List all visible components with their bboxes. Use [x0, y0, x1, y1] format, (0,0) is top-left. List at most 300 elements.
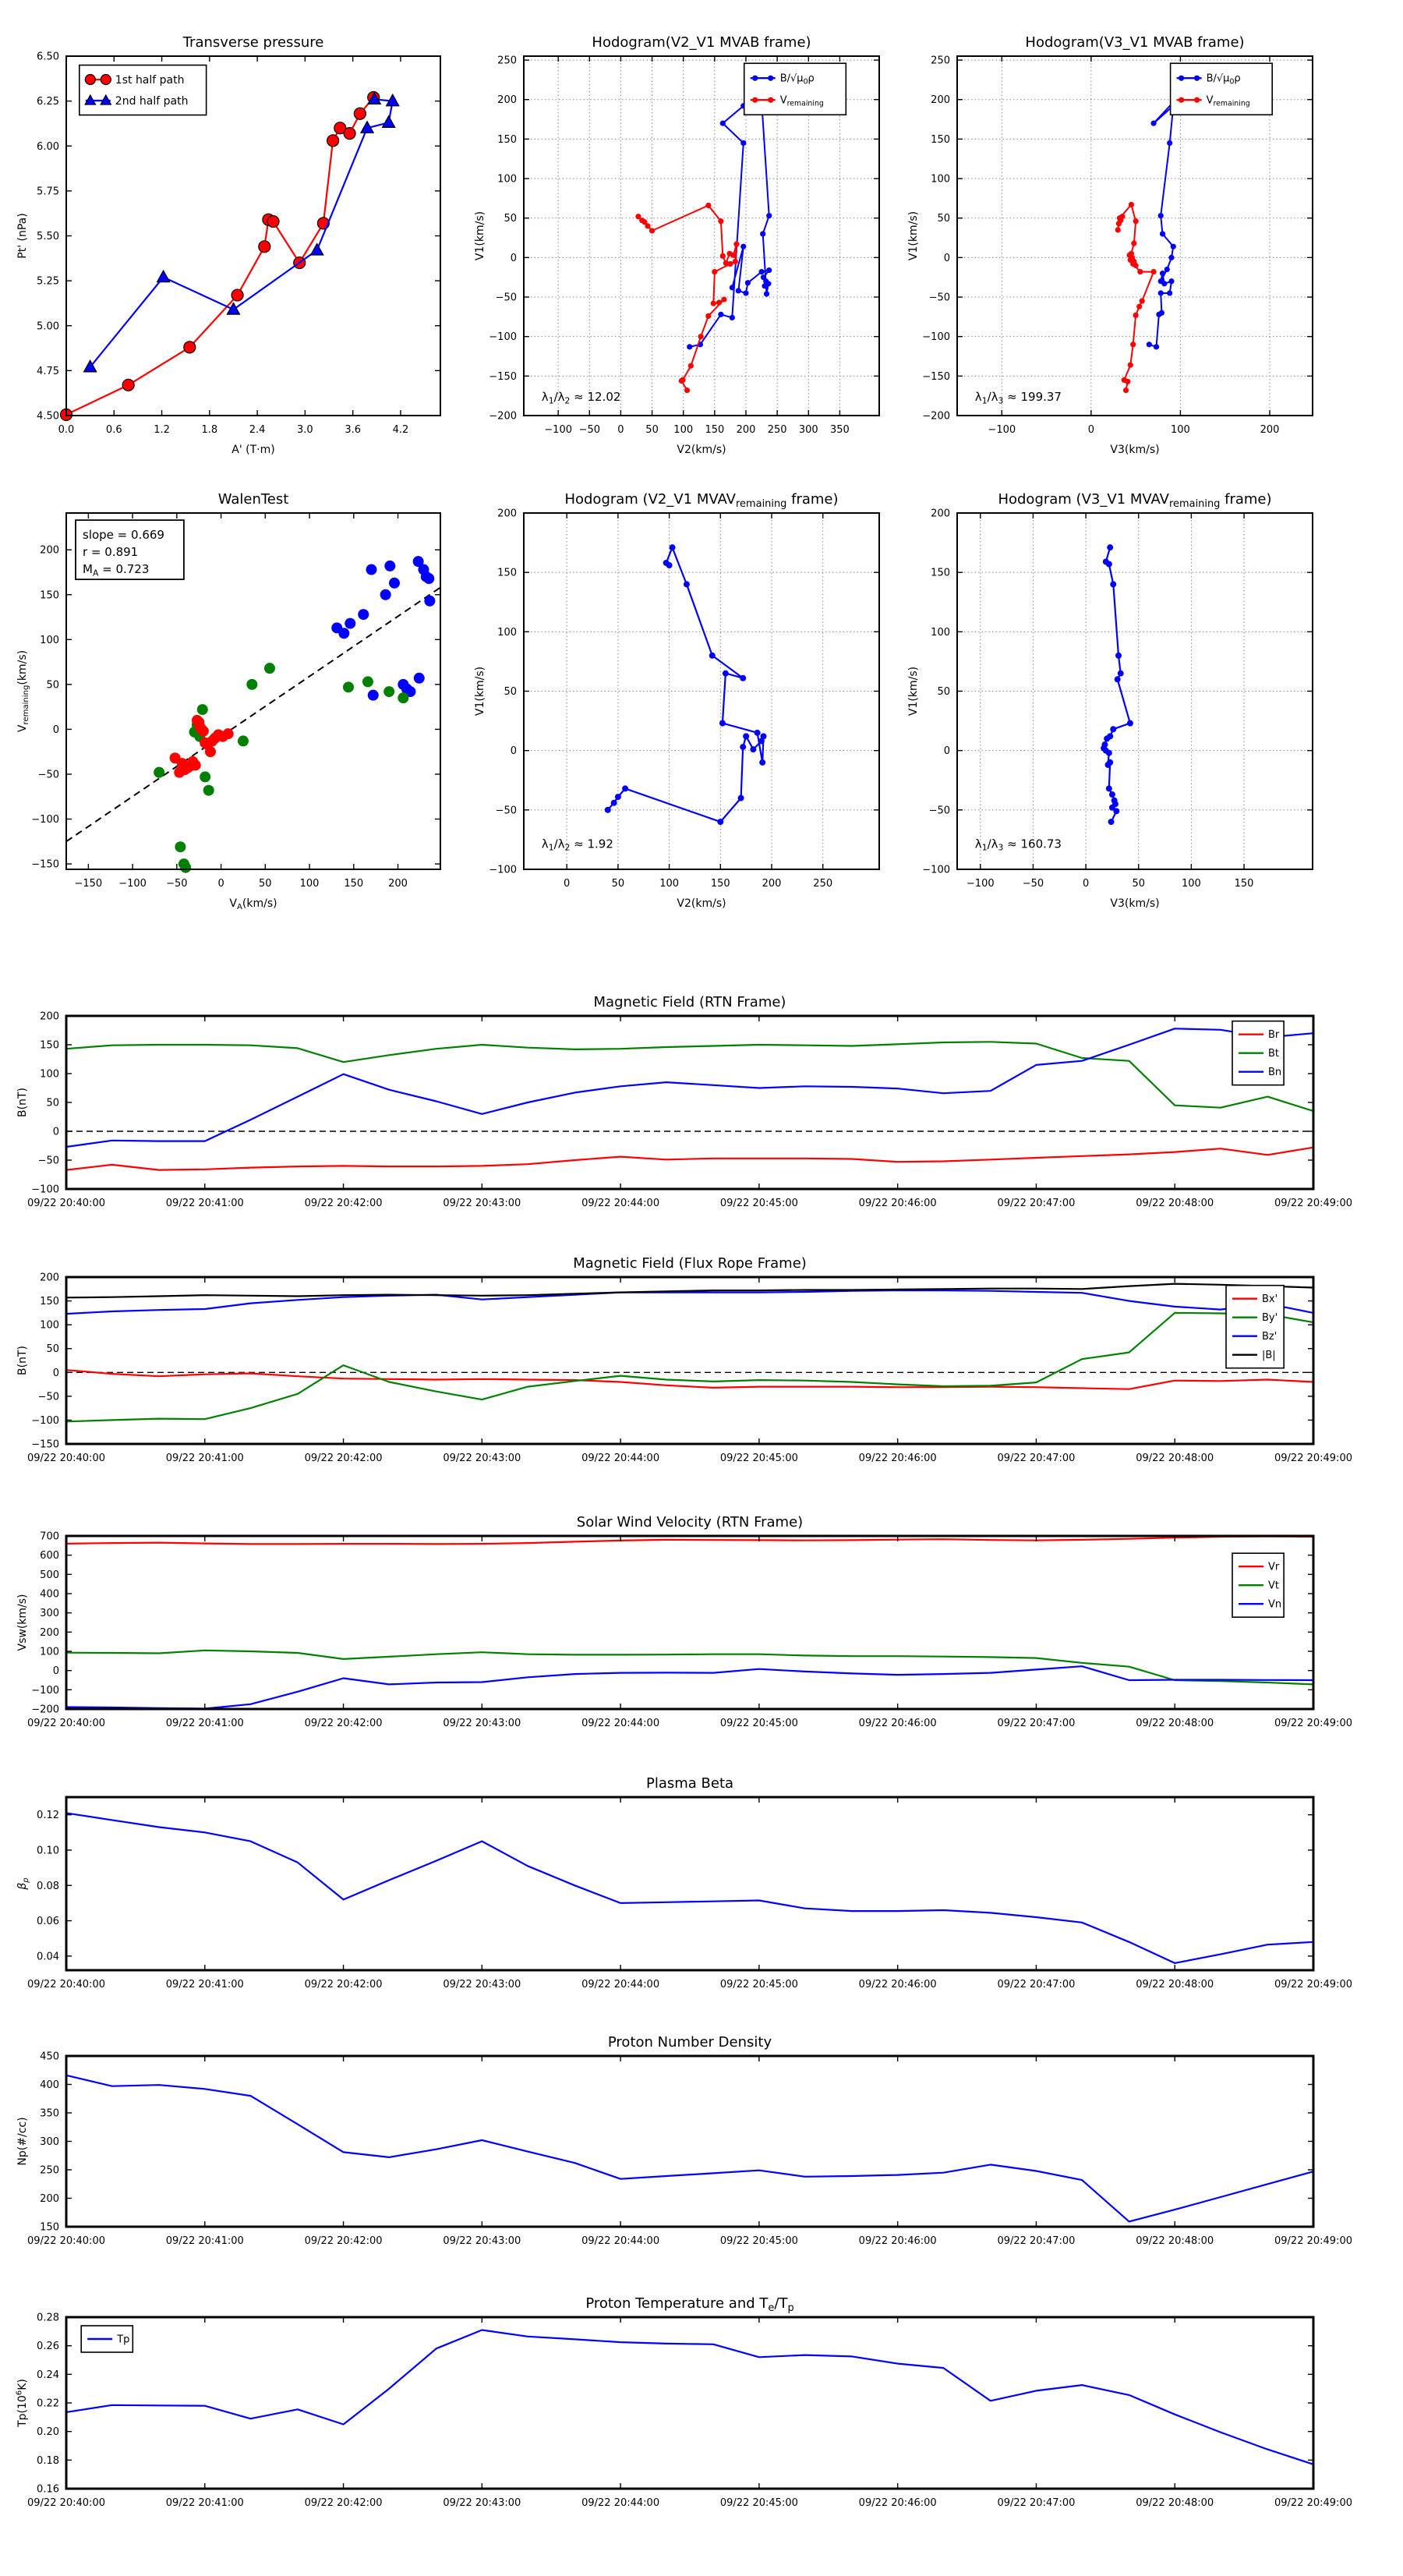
- x-tick-label: 09/22 20:42:00: [304, 2497, 383, 2509]
- axes-frame: [66, 1277, 1313, 1444]
- annotation-text: $\lambda_1/\lambda_2 \approx 1.92$: [541, 837, 613, 853]
- marker-dot: [1179, 76, 1184, 81]
- x-tick-label: 09/22 20:45:00: [719, 2497, 798, 2509]
- marker-dot: [745, 280, 751, 285]
- x-tick-label: 09/22 20:47:00: [997, 1718, 1076, 1729]
- marker-dot: [670, 544, 676, 550]
- series-line: [1104, 547, 1130, 822]
- panel-solar-wind-velocity: [16, 1514, 1352, 1729]
- series-line: [66, 588, 440, 842]
- marker-circle: [327, 135, 339, 147]
- x-tick-label: 09/22 20:42:00: [304, 1718, 383, 1729]
- marker-dot: [1137, 269, 1143, 274]
- x-tick-label: 09/22 20:42:00: [304, 1453, 383, 1464]
- marker-dot: [764, 291, 769, 296]
- marker-dot: [666, 562, 673, 568]
- marker-dot: [1194, 97, 1200, 103]
- marker-dot: [615, 794, 621, 800]
- series-line: [66, 94, 373, 415]
- x-tick-label: 3.0: [297, 424, 313, 436]
- marker-dot: [717, 819, 723, 825]
- series-bt: [66, 1042, 1313, 1111]
- panel-proton-temperature: [16, 2295, 1352, 2509]
- y-tick-label: 150: [40, 2221, 59, 2234]
- y-tick-label: −100: [31, 814, 59, 826]
- marker-dot: [611, 800, 617, 806]
- series-line: [66, 1148, 1313, 1170]
- panel-title: Hodogram (V2_V1 $MVAV_{remaining}$ frame): [564, 491, 839, 510]
- y-tick-label: 250: [40, 2164, 59, 2177]
- y-tick-label: 350: [40, 2107, 59, 2120]
- axes-frame: [66, 1797, 1313, 1970]
- marker-dot: [1158, 290, 1164, 295]
- y-tick-label: 100: [931, 626, 950, 639]
- marker-dot: [1140, 298, 1145, 303]
- y-tick-label: 150: [497, 133, 517, 146]
- series-b-sqrt-mu0-rho-: [1147, 89, 1186, 349]
- ticks: [27, 2051, 1352, 2248]
- marker-dot: [1106, 785, 1112, 791]
- legend: [81, 2326, 133, 2352]
- y-axis-label: B(nT): [16, 1346, 29, 1375]
- x-tick-label: 0: [564, 878, 571, 890]
- annotation: [76, 520, 184, 579]
- annotation: [542, 837, 613, 852]
- marker-dot: [1115, 676, 1121, 682]
- y-tick-label: −100: [489, 864, 517, 876]
- panel-title: Solar Wind Velocity (RTN Frame): [576, 1514, 804, 1530]
- legend: [1232, 1553, 1284, 1617]
- y-tick-label: 0: [52, 724, 59, 736]
- marker-dot: [1118, 671, 1124, 677]
- marker-dot: [720, 253, 726, 259]
- panel-proton-number-density: [16, 2034, 1352, 2247]
- x-tick-label: 09/22 20:41:00: [165, 1453, 244, 1464]
- x-tick-label: 2.4: [249, 424, 266, 436]
- ticks: [27, 1797, 1352, 1990]
- series-vr: [66, 1537, 1313, 1545]
- marker-dot: [200, 771, 210, 782]
- legend-label: Vn: [1268, 1598, 1282, 1611]
- y-axis-label: $V_{remaining}(km/s)$: [16, 649, 31, 733]
- x-axis-label: V3(km/s): [1110, 897, 1160, 910]
- x-tick-label: 09/22 20:46:00: [858, 1979, 937, 1990]
- marker-dot: [740, 744, 746, 750]
- legend-box: [80, 65, 207, 115]
- y-axis-label: V1(km/s): [907, 211, 920, 261]
- y-tick-label: 0: [510, 745, 517, 758]
- y-tick-label: 5.75: [37, 186, 59, 198]
- panel-title: Magnetic Field (RTN Frame): [593, 994, 786, 1010]
- marker-dot: [622, 785, 628, 791]
- x-tick-label: 200: [762, 878, 782, 890]
- legend-label: 1st half path: [115, 73, 185, 87]
- marker-dot: [1160, 231, 1165, 236]
- series-by': [66, 1313, 1313, 1421]
- marker-circle: [122, 379, 134, 391]
- panel-hodogram-v3v1-mvab: [907, 34, 1313, 456]
- marker-dot: [712, 269, 717, 274]
- marker-triangle: [157, 271, 170, 282]
- y-axis-label: B(nT): [16, 1088, 29, 1117]
- marker-dot: [684, 387, 690, 393]
- y-tick-label: 0.22: [37, 2397, 59, 2410]
- y-tick-label: 0.20: [37, 2426, 59, 2439]
- y-tick-label: −100: [922, 331, 950, 344]
- legend: [744, 63, 846, 115]
- x-tick-label: 09/22 20:49:00: [1274, 2497, 1352, 2509]
- annotation-text: $\lambda_1/\lambda_3 \approx 199.37$: [974, 390, 1062, 406]
- marker-dot: [398, 692, 408, 703]
- y-tick-label: 5.00: [37, 320, 59, 333]
- panel-transverse-pressure: [16, 34, 440, 456]
- y-tick-label: −100: [31, 1684, 59, 1697]
- legend-label: 2nd half path: [115, 94, 189, 108]
- ticks: [922, 508, 1313, 890]
- marker-circle: [85, 75, 95, 85]
- legend-label: Tp: [117, 2334, 130, 2346]
- y-tick-label: 50: [504, 686, 517, 698]
- x-tick-label: 09/22 20:40:00: [27, 2497, 105, 2509]
- x-tick-label: 200: [736, 424, 756, 436]
- y-tick-label: −50: [37, 769, 59, 781]
- x-tick-label: 09/22 20:48:00: [1136, 1979, 1214, 1990]
- marker-dot: [743, 290, 748, 295]
- annotation: [975, 837, 1062, 852]
- y-tick-label: −100: [922, 864, 950, 876]
- marker-dot: [688, 363, 694, 369]
- marker-dot: [1158, 213, 1164, 218]
- marker-dot: [190, 759, 201, 770]
- y-tick-label: 6.50: [37, 51, 59, 63]
- x-tick-label: 1.8: [201, 424, 218, 436]
- series-v-path: [1101, 544, 1133, 825]
- marker-dot: [1110, 581, 1116, 587]
- marker-dot: [716, 300, 722, 306]
- ticks: [27, 1011, 1352, 1210]
- legend-label: Bz': [1262, 1331, 1278, 1343]
- panel-magnetic-field-rtn: [16, 994, 1352, 1209]
- marker-dot: [723, 671, 729, 677]
- y-tick-label: 0.08: [37, 1880, 59, 1892]
- y-tick-label: 450: [40, 2051, 59, 2063]
- x-tick-label: 09/22 20:40:00: [27, 1979, 105, 1990]
- series-line: [690, 92, 769, 347]
- x-tick-label: −50: [578, 424, 601, 436]
- y-tick-label: −150: [31, 1438, 59, 1451]
- marker-circle: [184, 341, 196, 353]
- panel-title: Proton Temperature and $T_e/T_p$: [585, 2295, 794, 2314]
- x-tick-label: 09/22 20:40:00: [27, 2235, 105, 2247]
- x-tick-label: 09/22 20:48:00: [1136, 1718, 1214, 1729]
- y-tick-label: 50: [46, 679, 59, 692]
- marker-dot: [698, 334, 704, 339]
- x-tick-label: −100: [544, 424, 573, 436]
- panel-title: Transverse pressure: [182, 34, 324, 51]
- x-tick-label: −100: [988, 424, 1016, 436]
- y-tick-label: 4.50: [37, 410, 59, 423]
- x-tick-label: 09/22 20:40:00: [27, 1198, 105, 1209]
- legend: [80, 65, 207, 115]
- panel-title: Proton Number Density: [607, 2034, 772, 2051]
- x-tick-label: −50: [166, 878, 188, 890]
- y-tick-label: 0.24: [37, 2369, 59, 2381]
- marker-circle: [101, 75, 111, 85]
- x-tick-label: 09/22 20:46:00: [858, 1198, 937, 1209]
- x-tick-label: 09/22 20:48:00: [1136, 1198, 1214, 1209]
- marker-dot: [1168, 255, 1174, 260]
- x-tick-label: 4.2: [392, 424, 409, 436]
- y-tick-label: −50: [928, 805, 950, 817]
- axes-frame: [66, 2056, 1313, 2227]
- y-tick-label: 0.26: [37, 2341, 59, 2353]
- marker-dot: [1158, 278, 1164, 284]
- legend-label: Bn: [1268, 1067, 1282, 1079]
- marker-dot: [1159, 310, 1164, 316]
- series-line: [66, 1284, 1313, 1298]
- marker-dot: [1117, 215, 1122, 221]
- marker-dot: [755, 730, 761, 736]
- marker-dot: [414, 673, 425, 684]
- legend-label: Vr: [1268, 1561, 1280, 1573]
- y-tick-label: 0.04: [37, 1951, 59, 1963]
- legend-label: $B/√\mu_0\rho$: [1206, 73, 1241, 87]
- marker-dot: [389, 578, 400, 589]
- marker-dot: [383, 686, 394, 697]
- y-tick-label: 200: [931, 508, 950, 520]
- marker-dot: [1130, 261, 1136, 267]
- marker-dot: [705, 313, 711, 319]
- y-tick-label: −50: [37, 1155, 59, 1167]
- series-fit-line: [66, 588, 440, 842]
- x-tick-label: 09/22 20:47:00: [997, 1453, 1076, 1464]
- y-tick-label: 0.16: [37, 2483, 59, 2496]
- marker-dot: [762, 283, 767, 288]
- y-tick-label: 700: [40, 1530, 59, 1543]
- series-line: [66, 1666, 1313, 1708]
- x-tick-label: 150: [344, 878, 364, 890]
- marker-dot: [368, 690, 379, 701]
- y-tick-label: 100: [497, 626, 517, 639]
- x-axis-label: $V_A(km/s)$: [229, 897, 277, 912]
- x-tick-label: 50: [1132, 878, 1146, 890]
- marker-dot: [384, 561, 395, 571]
- axes-frame: [66, 1016, 1313, 1189]
- legend-label: Bx': [1262, 1293, 1278, 1306]
- marker-triangle: [383, 116, 395, 128]
- marker-dot: [180, 862, 191, 873]
- y-tick-label: 0.10: [37, 1845, 59, 1857]
- series-|b|: [66, 1284, 1313, 1298]
- panel-title: Hodogram(V2_V1 MVAB frame): [592, 34, 811, 51]
- y-tick-label: 100: [497, 173, 517, 186]
- annotation-text: slope = 0.669: [83, 528, 164, 543]
- y-axis-label: $\beta_p$: [16, 1877, 31, 1890]
- x-tick-label: 200: [388, 878, 408, 890]
- marker-dot: [761, 274, 766, 280]
- marker-dot: [730, 285, 735, 290]
- ticks: [27, 1272, 1352, 1465]
- y-tick-label: 50: [937, 686, 950, 698]
- y-tick-label: −50: [495, 805, 517, 817]
- panel-title: WalenTest: [217, 491, 289, 508]
- x-tick-label: 09/22 20:46:00: [858, 1718, 937, 1729]
- marker-triangle: [311, 243, 323, 255]
- legend-label: |B|: [1262, 1350, 1276, 1362]
- x-axis-label: V2(km/s): [677, 897, 726, 910]
- marker-dot: [343, 681, 354, 692]
- marker-dot: [1164, 267, 1170, 272]
- x-tick-label: 09/22 20:46:00: [858, 2235, 937, 2247]
- y-tick-label: 150: [40, 1039, 59, 1052]
- y-tick-label: −100: [489, 331, 517, 344]
- marker-dot: [1113, 808, 1119, 814]
- marker-dot: [766, 213, 772, 218]
- x-tick-label: 0: [1082, 878, 1090, 890]
- x-tick-label: −50: [1022, 878, 1044, 890]
- marker-dot: [705, 203, 711, 208]
- grid: [957, 513, 1313, 869]
- x-tick-label: 09/22 20:42:00: [304, 1198, 383, 1209]
- y-tick-label: 0: [510, 252, 517, 264]
- y-axis-label: V1(km/s): [474, 211, 486, 261]
- y-tick-label: 0: [52, 1126, 59, 1138]
- marker-dot: [238, 735, 249, 746]
- x-tick-label: 09/22 20:46:00: [858, 1453, 937, 1464]
- x-tick-label: 09/22 20:45:00: [719, 1979, 798, 1990]
- x-tick-label: 09/22 20:42:00: [304, 1979, 383, 1990]
- x-axis-label: A' (T·m): [231, 444, 275, 456]
- y-tick-label: 250: [931, 55, 950, 67]
- marker-dot: [1179, 97, 1184, 103]
- x-tick-label: 09/22 20:41:00: [165, 2497, 244, 2509]
- marker-dot: [740, 675, 746, 681]
- y-tick-label: 6.00: [37, 140, 59, 153]
- marker-dot: [1106, 750, 1112, 756]
- series-tp: [66, 2330, 1313, 2465]
- marker-dot: [1167, 290, 1172, 295]
- marker-dot: [1147, 341, 1152, 347]
- marker-dot: [1154, 344, 1159, 349]
- y-tick-label: 100: [40, 1068, 59, 1081]
- marker-dot: [1109, 791, 1115, 798]
- x-tick-label: 09/22 20:48:00: [1136, 2497, 1214, 2509]
- marker-circle: [231, 289, 243, 301]
- marker-dot: [709, 653, 716, 659]
- y-tick-label: 300: [40, 1608, 59, 1620]
- y-tick-label: 300: [40, 2136, 59, 2148]
- marker-dot: [1160, 271, 1165, 276]
- x-tick-label: 0: [617, 424, 624, 436]
- panel-title: Hodogram (V3_V1 $MVAV_{remaining}$ frame): [998, 491, 1272, 510]
- marker-dot: [1106, 561, 1112, 568]
- y-tick-label: −50: [495, 292, 517, 304]
- legend: [1226, 1286, 1284, 1368]
- series-line: [1118, 205, 1154, 391]
- y-tick-label: 0.28: [37, 2312, 59, 2324]
- x-tick-label: 09/22 20:42:00: [304, 2235, 383, 2247]
- y-tick-label: 200: [497, 94, 517, 107]
- series-line: [66, 1290, 1313, 1314]
- marker-dot: [1125, 379, 1130, 384]
- x-tick-label: 250: [813, 878, 833, 890]
- y-tick-label: 200: [40, 1010, 59, 1023]
- y-tick-label: 0.12: [37, 1810, 59, 1822]
- marker-dot: [1194, 76, 1200, 81]
- y-axis-label: V1(km/s): [474, 666, 486, 717]
- x-tick-label: 0.0: [58, 424, 75, 436]
- y-tick-label: 5.25: [37, 275, 59, 288]
- series-line: [66, 1813, 1313, 1963]
- series-bz': [66, 1290, 1313, 1314]
- marker-dot: [1115, 227, 1121, 232]
- marker-dot: [730, 253, 736, 258]
- marker-dot: [1150, 121, 1156, 126]
- annotation-text: r = 0.891: [83, 545, 139, 560]
- y-tick-label: 100: [931, 173, 950, 186]
- marker-dot: [768, 76, 773, 81]
- marker-dot: [345, 618, 355, 629]
- y-tick-label: 50: [937, 213, 950, 225]
- annotation: [975, 390, 1062, 405]
- x-tick-label: 09/22 20:47:00: [997, 1979, 1076, 1990]
- x-axis-label: V2(km/s): [677, 444, 726, 456]
- marker-dot: [1108, 819, 1115, 825]
- x-tick-label: 09/22 20:41:00: [165, 1979, 244, 1990]
- series-v-remaining: [635, 203, 739, 393]
- marker-dot: [223, 728, 234, 739]
- x-tick-label: 0: [217, 878, 224, 890]
- marker-dot: [175, 841, 186, 852]
- y-tick-label: 100: [40, 1319, 59, 1332]
- y-tick-label: 0: [943, 252, 950, 264]
- x-tick-label: 09/22 20:43:00: [443, 1453, 521, 1464]
- y-tick-label: 0.18: [37, 2454, 59, 2467]
- y-tick-label: −200: [922, 410, 950, 423]
- marker-dot: [338, 628, 349, 639]
- y-axis-label: Np(#/cc): [16, 2117, 29, 2166]
- series-br: [66, 1148, 1313, 1170]
- series-b-sqrt-mu0-rho-: [687, 89, 772, 349]
- marker-dot: [718, 312, 723, 317]
- series-line: [66, 2330, 1313, 2465]
- marker-dot: [759, 759, 765, 766]
- y-tick-label: 100: [40, 634, 59, 646]
- x-tick-label: 09/22 20:41:00: [165, 1718, 244, 1729]
- marker-dot: [766, 267, 772, 273]
- y-tick-label: −150: [489, 370, 517, 383]
- y-tick-label: 200: [40, 2193, 59, 2205]
- panel-hodogram-v2v1-mvab: [474, 34, 879, 456]
- x-tick-label: 09/22 20:49:00: [1274, 2235, 1352, 2247]
- marker-dot: [203, 785, 214, 796]
- marker-dot: [687, 344, 692, 349]
- marker-dot: [358, 609, 369, 620]
- legend-label: $B/√\mu_0\rho$: [779, 73, 815, 87]
- y-tick-label: 150: [931, 567, 950, 579]
- y-tick-label: 50: [504, 213, 517, 225]
- x-tick-label: 150: [710, 878, 730, 890]
- x-tick-label: 100: [673, 424, 694, 436]
- annotation-text: $\lambda_1/\lambda_3 \approx 160.73$: [974, 837, 1062, 853]
- x-tick-label: 09/22 20:43:00: [443, 1979, 521, 1990]
- marker-dot: [362, 676, 373, 687]
- marker-dot: [752, 76, 758, 81]
- legend-label: $V_{remaining}$: [779, 94, 824, 108]
- x-tick-label: 09/22 20:45:00: [719, 1718, 798, 1729]
- x-tick-label: 09/22 20:44:00: [581, 1198, 660, 1209]
- marker-dot: [246, 679, 257, 690]
